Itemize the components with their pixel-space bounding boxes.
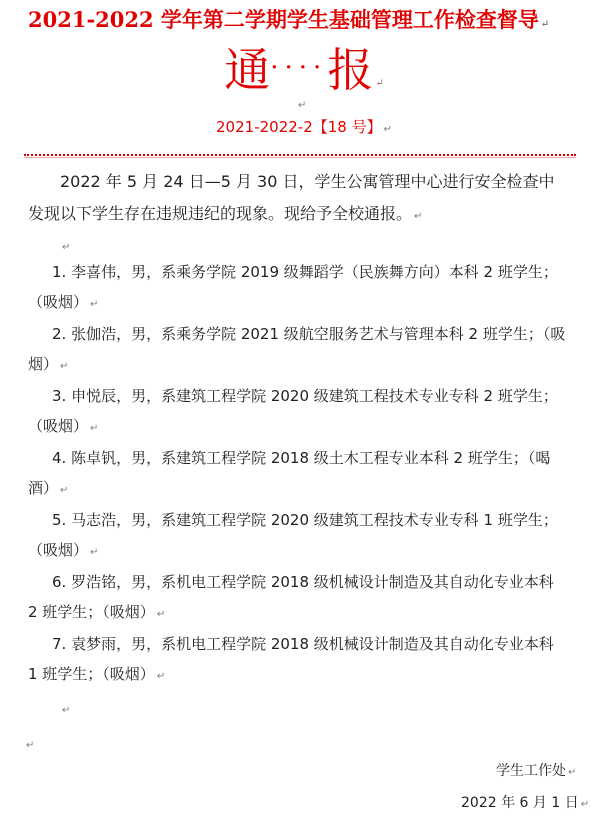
paragraph-mark: ↵ (383, 124, 392, 135)
list-item: 7. 袁梦雨，男，系机电工程学院 2018 级机械设计制造及其自动化专业本科 (52, 635, 554, 653)
paragraph-mark: ↵ (26, 740, 35, 751)
main-title-left: 通 (224, 43, 271, 97)
list-item: 3. 申悦辰，男，系建筑工程学院 2020 级建筑工程技术专业专科 2 班学生； (52, 387, 558, 405)
paragraph-mark: ↵ (62, 242, 71, 253)
paragraph-mark: ↵ (414, 211, 423, 222)
list-item-cont: （吸烟） ↵ (28, 417, 99, 435)
list-item-cont: 2 班学生；（吸烟） ↵ (28, 603, 166, 621)
list-item-cont: （吸烟） ↵ (28, 293, 99, 311)
paragraph-mark: ↵ (62, 705, 71, 716)
red-divider (24, 154, 576, 156)
main-title-dots: ···· (270, 53, 328, 83)
notice-header-title: 2021-2022 学年第二学期学生基础管理工作检查督导 ↵ (28, 7, 550, 32)
paragraph-mark: ↵ (60, 361, 69, 372)
list-item: 1. 李喜伟，男，系乘务学院 2019 级舞蹈学（民族舞方向）本科 2 班学生； (52, 263, 558, 281)
paragraph-mark: ↵ (90, 547, 99, 558)
intro-line-1: 2022 年 5 月 24 日—5 月 30 日，学生公寓管理中心进行安全检查中 (60, 172, 555, 191)
paragraph-mark: ↵ (90, 299, 99, 310)
list-item-cont: （吸烟） ↵ (28, 541, 99, 559)
paragraph-mark: ↵ (298, 100, 307, 111)
signature-date: 2022 年 6 月 1 日 ↵ (461, 795, 590, 811)
signature-office: 学生工作处 ↵ (496, 763, 577, 779)
list-item: 2. 张伽浩，男，系乘务学院 2021 级航空服务艺术与管理本科 2 班学生；（吸 (52, 325, 566, 343)
list-item: 5. 马志浩，男，系建筑工程学院 2020 级建筑工程技术专业专科 1 班学生； (52, 511, 558, 529)
paragraph-mark: ↵ (375, 78, 384, 89)
blank-paragraph (60, 697, 608, 722)
document-number: 2021-2022-2【18 号】 ↵ (216, 118, 392, 136)
paragraph-mark: ↵ (90, 423, 99, 434)
red-divider-thin (24, 157, 576, 158)
list-item-cont: 酒） ↵ (28, 479, 69, 497)
paragraph-mark: ↵ (156, 609, 166, 620)
paragraph-mark: ↵ (540, 19, 550, 30)
blank-paragraph (24, 732, 596, 757)
paragraph-mark: ↵ (60, 485, 69, 496)
blank-paragraph (60, 234, 608, 259)
paragraph-mark: ↵ (568, 767, 577, 778)
list-item: 4. 陈卓钒，男，系建筑工程学院 2018 级土木工程专业本科 2 班学生；（喝 (52, 449, 551, 467)
list-item: 6. 罗浩铭，男，系机电工程学院 2018 级机械设计制造及其自动化专业本科 (52, 573, 554, 591)
list-item-cont: 1 班学生；（吸烟） ↵ (28, 665, 166, 683)
paragraph-mark: ↵ (580, 799, 590, 810)
main-title-right: 报 (327, 43, 374, 97)
list-item-cont: 烟） ↵ (28, 355, 69, 373)
paragraph-mark: ↵ (156, 671, 166, 682)
intro-line-2: 发现以下学生存在违规违纪的现象。现给予全校通报。 ↵ (28, 204, 423, 223)
